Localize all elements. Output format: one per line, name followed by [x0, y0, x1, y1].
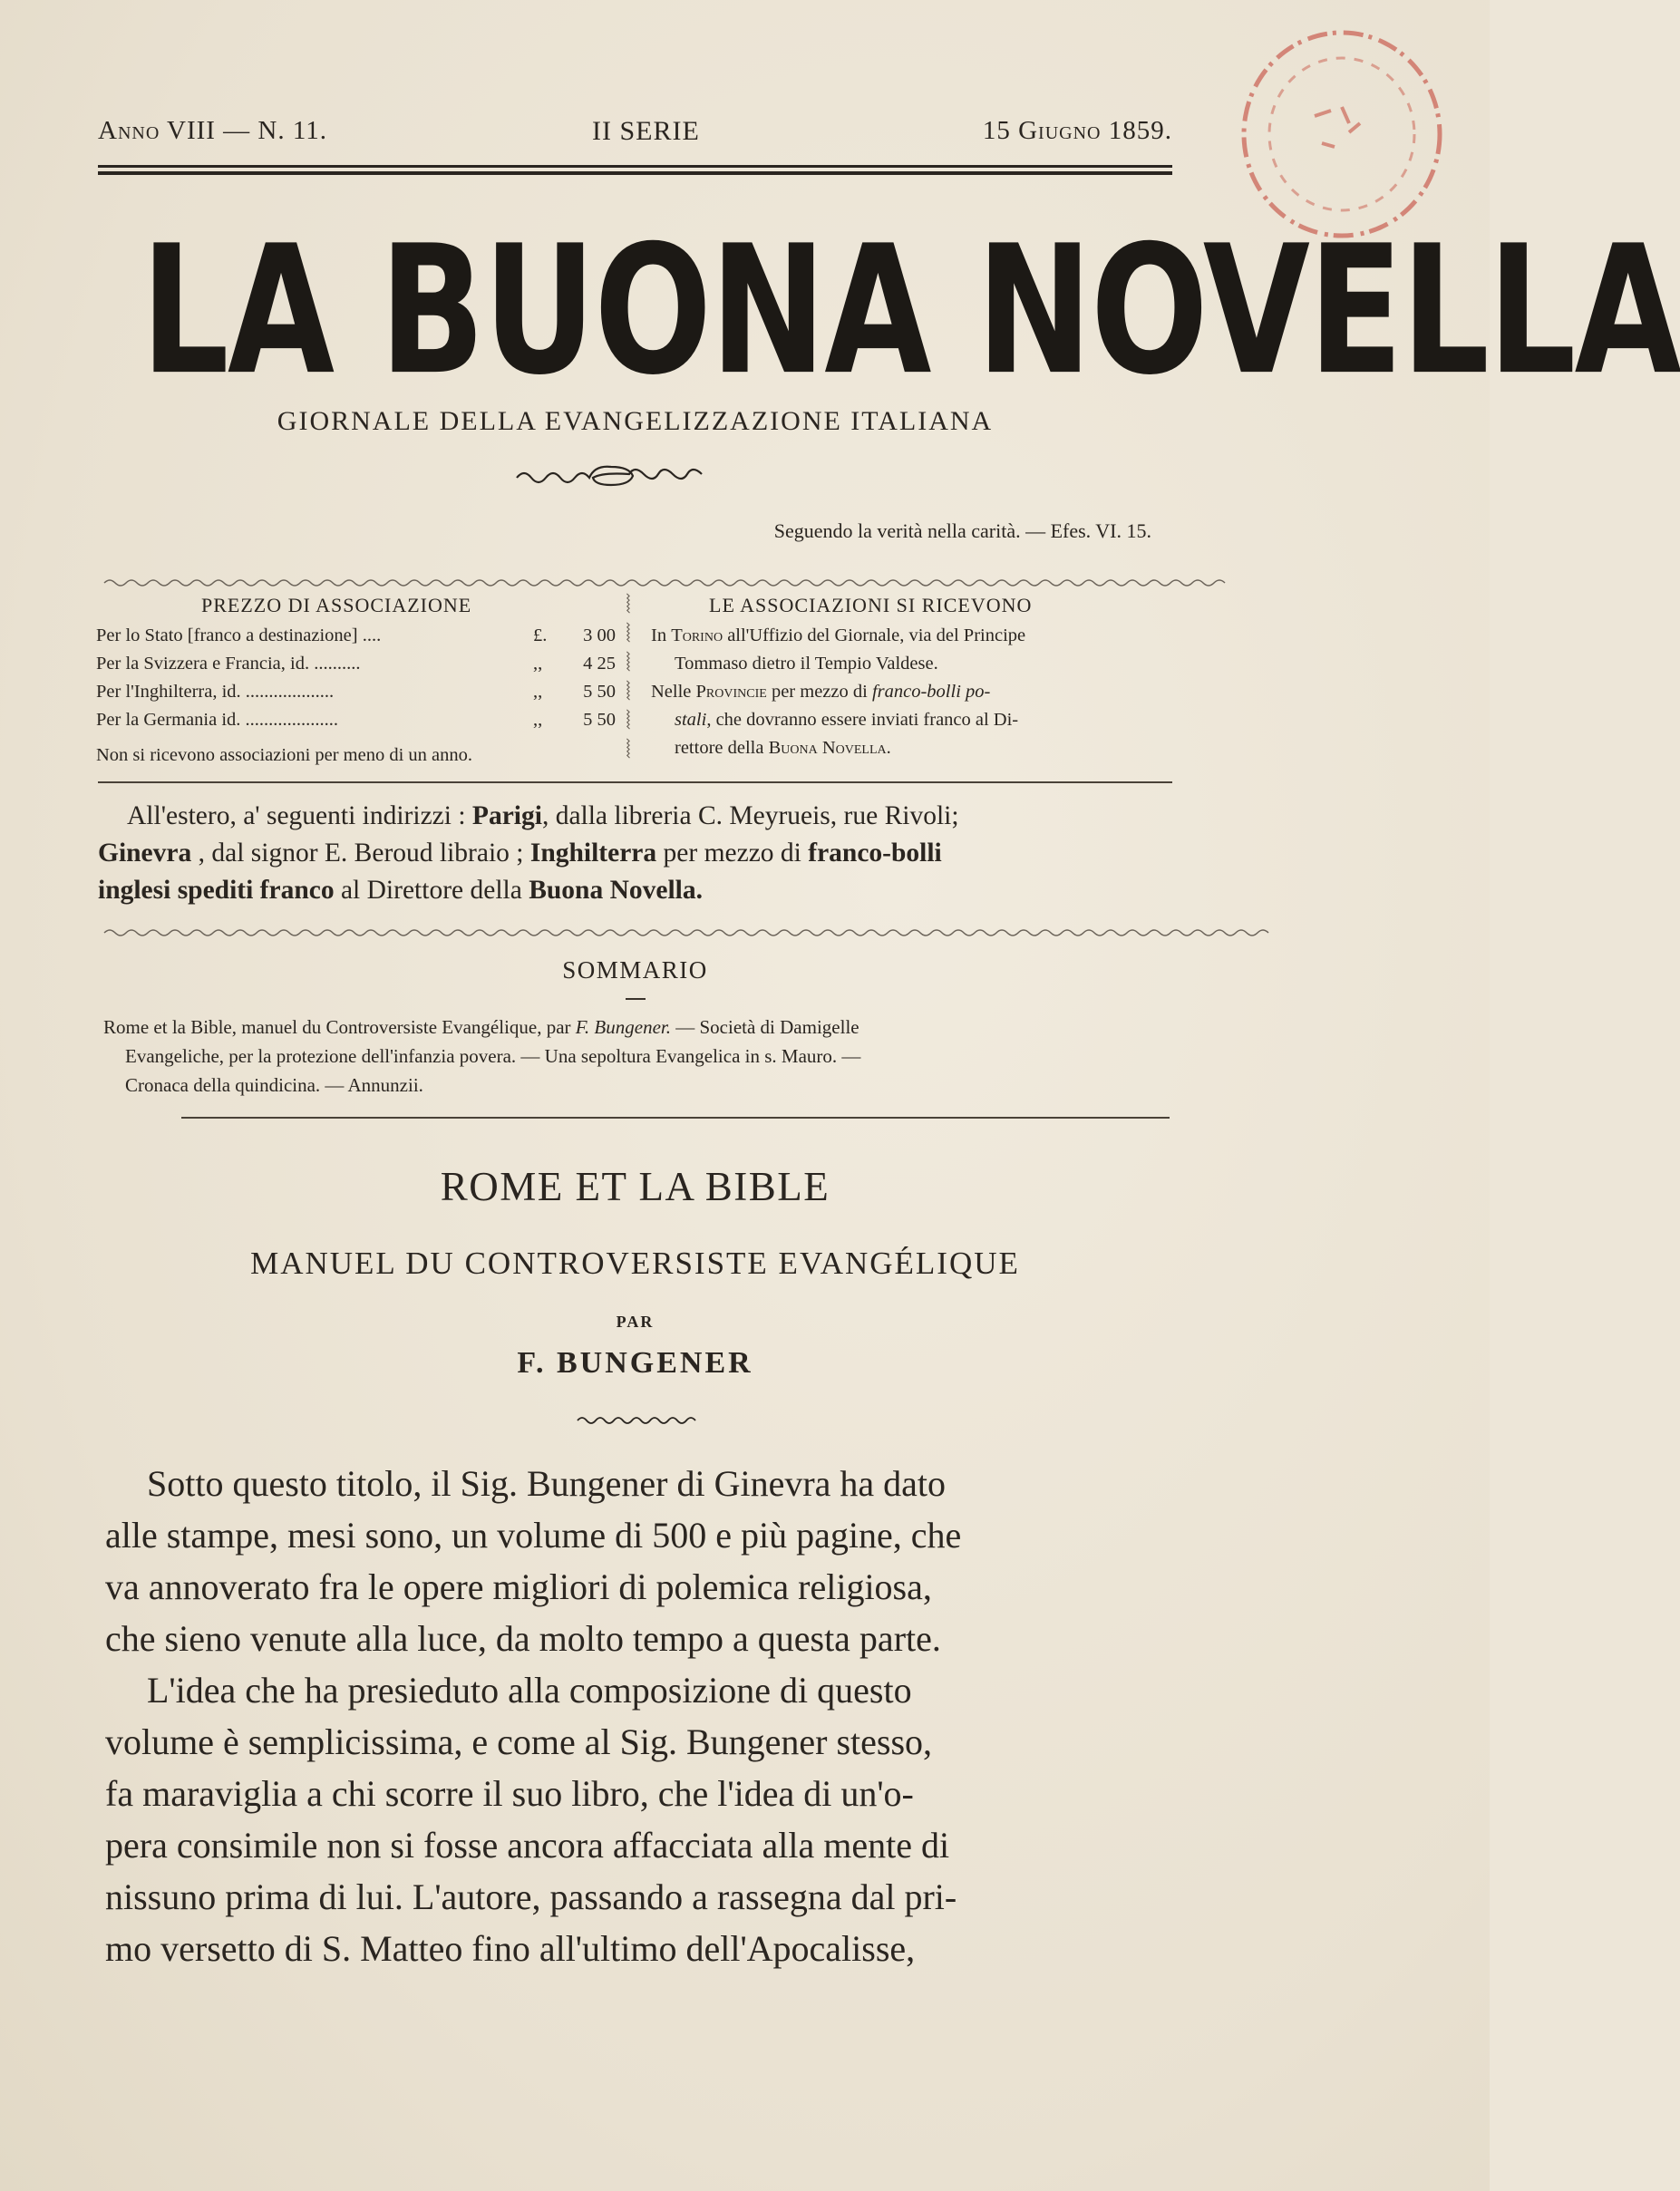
receive-row: Nelle Provincie per mezzo di franco-bolli po-: [651, 682, 991, 702]
price-note: Non si ricevono associazioni per meno di un anno.: [96, 745, 473, 765]
body-line: volume è semplicissima, e come al Sig. Bungener stesso,: [105, 1721, 933, 1762]
article-subtitle: MANUEL DU CONTROVERSISTE EVANGÉLIQUE: [250, 1246, 1020, 1281]
article-body: [105, 1458, 1180, 1974]
receive-heading: LE ASSOCIAZIONI SI RICEVONO: [709, 594, 1033, 616]
receive-row: rettore della Buona Novella.: [675, 738, 891, 758]
masthead-motto: Seguendo la verità nella carità. — Efes. VI. 15.: [773, 519, 1151, 542]
masthead-subtitle: GIORNALE DELLA EVANGELIZZAZIONE ITALIANA: [277, 406, 994, 436]
receive-row: stali, che dovranno essere inviati franco al Di-: [675, 710, 1019, 730]
body-line: nissuno prima di lui. L'autore, passando a rassegna dal pri-: [105, 1876, 957, 1917]
issue-date: 15 Giugno 1859.: [982, 116, 1172, 145]
body-line: L'idea che ha presieduto alla composizione di questo: [147, 1670, 912, 1711]
body-line: alle stampe, mesi sono, un volume di 500 e più pagine, che: [105, 1515, 962, 1556]
series-label: II SERIE: [592, 116, 700, 146]
summary-title: SOMMARIO: [562, 956, 708, 984]
price-amount: 4 25: [583, 654, 616, 674]
small-wave-ornament-icon: [576, 1412, 703, 1429]
receive-row: Tommaso dietro il Tempio Valdese.: [675, 654, 938, 674]
header-rule-bottom: [98, 171, 1172, 175]
price-currency: ,,: [533, 682, 543, 702]
article-par: PAR: [616, 1313, 655, 1331]
price-label: Per la Svizzera e Francia, id. ..........: [96, 654, 361, 674]
masthead-title: LA BUONA NOVELLA: [141, 208, 1680, 415]
subscription-rule: [98, 781, 1172, 783]
flourish-ornament-icon: [512, 458, 757, 494]
price-heading: PREZZO DI ASSOCIAZIONE: [201, 594, 472, 616]
body-line: pera consimile non si fosse ancora affacciata alla mente di: [105, 1825, 950, 1866]
body-line: che sieno venute alla luce, da molto tempo a questa parte.: [105, 1618, 941, 1659]
receive-row: In Torino all'Uffizio del Giornale, via del Principe: [651, 625, 1026, 645]
price-row: [96, 625, 617, 653]
issue-header: [98, 116, 1172, 161]
body-line: Sotto questo titolo, il Sig. Bungener di Ginevra ha dato: [147, 1463, 947, 1504]
article-title: ROME ET LA BIBLE: [440, 1164, 830, 1209]
price-label: Per l'Inghilterra, id. ...................: [96, 682, 335, 702]
price-row: [96, 682, 617, 709]
summary-text: Rome et la Bible, manuel du Controversiste Evangélique, par F. Bungener. — Società di Damigelle Evangeliche, per la protezione dell'infanzia povera. — Una sepoltura Evangelica in s. Mauro. — Cronaca della quindicina. — Annunzii.: [103, 1016, 861, 1096]
price-currency: ,,: [533, 654, 543, 674]
wavy-divider-2: [104, 926, 1165, 939]
summary-rule: [181, 1117, 1170, 1119]
price-amount: 5 50: [583, 682, 616, 702]
price-label: Per lo Stato [franco a destinazione] ....: [96, 625, 382, 645]
body-line: fa maraviglia a chi scorre il suo libro, che l'idea di un'o-: [105, 1773, 914, 1814]
price-currency: £.: [533, 625, 548, 645]
body-line: mo versetto di S. Matteo fino all'ultimo dell'Apocalisse,: [105, 1928, 916, 1969]
foreign-addresses: All'estero, a' seguenti indirizzi : Parigi, dalla libreria C. Meyrueis, rue Rivoli; Ginevra , dal signor E. Beroud libraio ; Inghilterra per mezzo di franco-bolli inglesi spediti franco al Direttore della Buona Novella.: [98, 801, 959, 905]
issue-number: Anno VIII — N. 11.: [98, 116, 328, 145]
newspaper-page: Anno VIII — N. 11. II SERIE 15 Giugno 1859. LA BUONA NOVELLA GIORNALE DELLA EVANGELIZZAZIONE ITALIANA Seguendo la verità nella carità. — Efes. VI. 15. PREZZO DI ASSOCIAZIONE Per lo Stato [franco a destinazione] .... £. 3 00 Per la Svizzera e Francia, id. .......... ,, 4 25 Per l'Inghilterra, id. ................... ,, 5 50 Per la Germania id. .................... ,, 5 50 Non si ricevono associazioni per meno di un anno. ⦚ ⦚ ⦚ ⦚ ⦚ ⦚ LE ASSOCIAZIONI SI RICEVONO In Torino all'Uffizio del Giornale, via del Principe Tommaso dietro il Tempio Valdese. Nelle Provincie per mezzo di franco-bolli po- stali, che dovranno essere inviati franco al Di- rettore della Buona Novella. All'estero, a' seguenti indirizzi : Parigi, dalla libreria C. Meyrueis, rue Rivoli; Ginevra , dal signor E. Beroud libraio ; Inghilterra per mezzo di franco-bolli inglesi spediti franco al Direttore della Buona Novella. SOMMARIO Rome et la Bible, manuel du Controversiste Evangélique, par F. Bungener. — Società di Damigelle Evangeliche, per la protezione dell'infanzia povera. — Una sepoltura Evangelica in s. Mauro. — Cronaca della quindicina. — Annunzii. ROME ET LA BIBLE MANUEL DU CONTROVERSISTE EVANGÉLIQUE PAR F. BUNGENER Sotto questo titolo, il Sig. Bungener di Ginevra ha dato alle stampe, mesi sono, un volume di 500 e più pagine, che va annoverato fra le opere migliori di polemica religiosa, che sieno venute alla luce, da molto tempo a questa parte. L'idea che ha presieduto alla composizione di questo volume è semplicissima, e come al Sig. Bungener stesso, fa maraviglia a chi scorre il suo libro, che l'idea di un'o- pera consimile non si fosse ancora affacciata alla mente di nissuno prima di lui. L'autore, passando a rassegna dal pri- mo versetto di S. Matteo fino all'ultimo dell'Apocalisse,: [0, 0, 1490, 2191]
wavy-divider-1: [104, 577, 1165, 589]
brace-divider: ⦚: [626, 589, 631, 619]
summary-dash: [626, 998, 646, 1000]
header-rule-top: [98, 165, 1172, 168]
price-amount: 3 00: [583, 625, 616, 645]
price-row: [96, 710, 617, 737]
price-currency: ,,: [533, 710, 543, 730]
article-author: F. BUNGENER: [517, 1346, 753, 1380]
price-row: [96, 654, 617, 681]
body-line: va annoverato fra le opere migliori di polemica religiosa,: [105, 1566, 932, 1607]
price-amount: 5 50: [583, 710, 616, 730]
price-label: Per la Germania id. ....................: [96, 710, 339, 730]
